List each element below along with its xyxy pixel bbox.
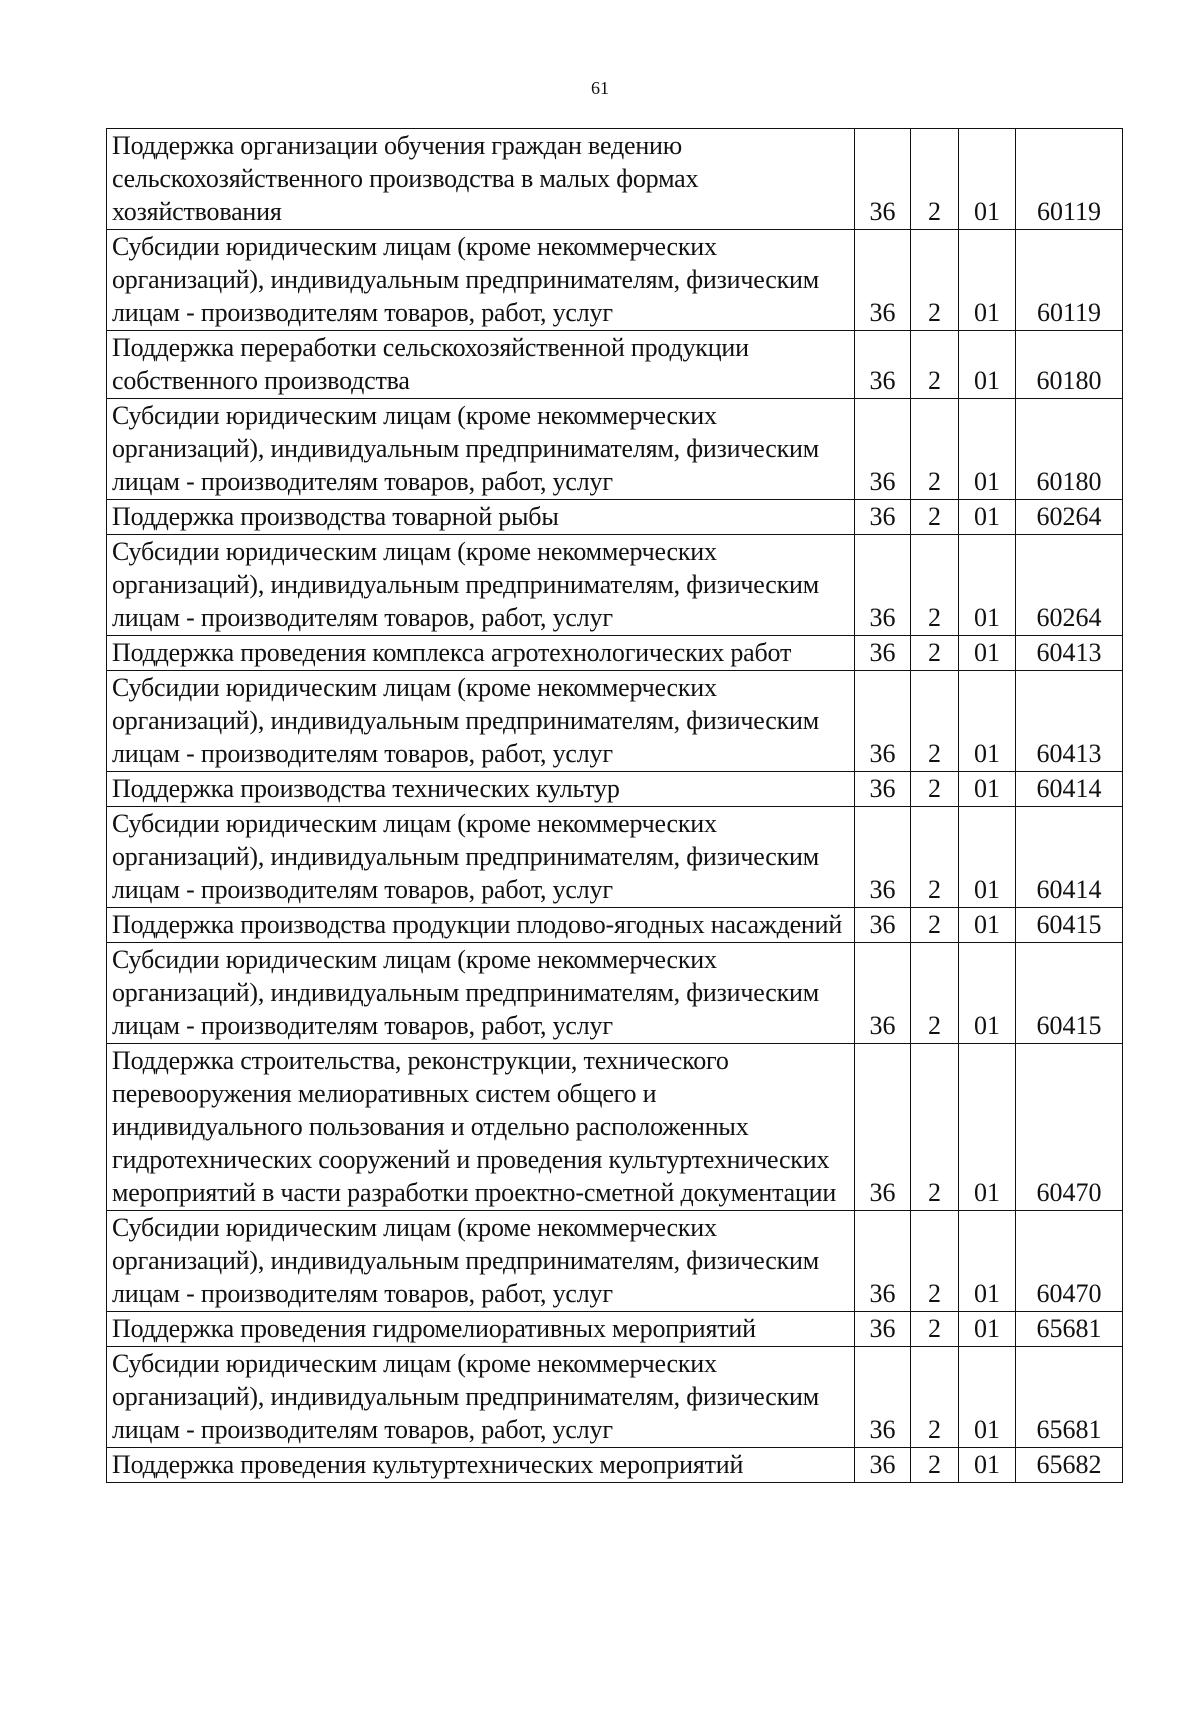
row-code-1: 36 xyxy=(855,908,911,943)
row-code-1: 36 xyxy=(855,636,911,671)
row-code-2: 2 xyxy=(911,129,959,230)
row-description: Поддержка производства товарной рыбы xyxy=(107,500,855,535)
row-code-3: 01 xyxy=(959,671,1016,772)
table-row xyxy=(107,1448,1123,1483)
table-row xyxy=(107,129,1123,230)
row-code-3: 01 xyxy=(959,772,1016,807)
table-row xyxy=(107,535,1123,636)
row-code-1: 36 xyxy=(855,331,911,399)
row-code-4: 65681 xyxy=(1016,1347,1123,1448)
row-description: Субсидии юридическим лицам (кроме некоммерческих организаций), индивидуальным предпринимателям, физическим лицам - производителям товаров, работ, услуг xyxy=(107,943,855,1044)
row-code-4: 60415 xyxy=(1016,943,1123,1044)
row-code-3: 01 xyxy=(959,807,1016,908)
row-code-2: 2 xyxy=(911,1347,959,1448)
row-code-1: 36 xyxy=(855,129,911,230)
page-number: 61 xyxy=(591,78,609,98)
row-code-1: 36 xyxy=(855,1044,911,1211)
row-description: Субсидии юридическим лицам (кроме некоммерческих организаций), индивидуальным предпринимателям, физическим лицам - производителям товаров, работ, услуг xyxy=(107,1211,855,1312)
row-code-2: 2 xyxy=(911,636,959,671)
row-code-4: 60119 xyxy=(1016,129,1123,230)
table-row xyxy=(107,908,1123,943)
row-code-4: 60180 xyxy=(1016,399,1123,500)
row-code-3: 01 xyxy=(959,500,1016,535)
row-code-4: 60470 xyxy=(1016,1211,1123,1312)
row-code-3: 01 xyxy=(959,636,1016,671)
table-row xyxy=(107,1347,1123,1448)
row-code-1: 36 xyxy=(855,671,911,772)
row-code-2: 2 xyxy=(911,807,959,908)
row-description: Субсидии юридическим лицам (кроме некоммерческих организаций), индивидуальным предпринимателям, физическим лицам - производителям товаров, работ, услуг xyxy=(107,230,855,331)
row-code-4: 65682 xyxy=(1016,1448,1123,1483)
row-description: Поддержка проведения комплекса агротехнологических работ xyxy=(107,636,855,671)
row-description: Поддержка проведения гидромелиоративных мероприятий xyxy=(107,1312,855,1347)
row-code-2: 2 xyxy=(911,331,959,399)
row-description: Поддержка производства продукции плодово-ягодных насаждений xyxy=(107,908,855,943)
row-code-4: 60415 xyxy=(1016,908,1123,943)
row-code-2: 2 xyxy=(911,1312,959,1347)
row-code-2: 2 xyxy=(911,943,959,1044)
table-row xyxy=(107,230,1123,331)
table-row xyxy=(107,500,1123,535)
row-code-4: 60413 xyxy=(1016,636,1123,671)
table-row xyxy=(107,399,1123,500)
row-code-2: 2 xyxy=(911,772,959,807)
row-code-1: 36 xyxy=(855,399,911,500)
row-code-4: 60264 xyxy=(1016,535,1123,636)
budget-table xyxy=(106,128,1123,1483)
row-code-3: 01 xyxy=(959,908,1016,943)
row-code-1: 36 xyxy=(855,230,911,331)
table-row xyxy=(107,331,1123,399)
row-description: Субсидии юридическим лицам (кроме некоммерческих организаций), индивидуальным предпринимателям, физическим лицам - производителям товаров, работ, услуг xyxy=(107,807,855,908)
row-code-3: 01 xyxy=(959,535,1016,636)
row-code-3: 01 xyxy=(959,230,1016,331)
row-code-2: 2 xyxy=(911,1211,959,1312)
row-description: Субсидии юридическим лицам (кроме некоммерческих организаций), индивидуальным предпринимателям, физическим лицам - производителям товаров, работ, услуг xyxy=(107,671,855,772)
table-row xyxy=(107,1211,1123,1312)
table-row xyxy=(107,1044,1123,1211)
row-code-4: 60414 xyxy=(1016,807,1123,908)
row-code-3: 01 xyxy=(959,1448,1016,1483)
row-code-4: 60414 xyxy=(1016,772,1123,807)
row-code-1: 36 xyxy=(855,1211,911,1312)
row-code-2: 2 xyxy=(911,1044,959,1211)
table-row xyxy=(107,636,1123,671)
row-description: Поддержка производства технических культур xyxy=(107,772,855,807)
table-row xyxy=(107,671,1123,772)
row-code-4: 60470 xyxy=(1016,1044,1123,1211)
row-description: Субсидии юридическим лицам (кроме некоммерческих организаций), индивидуальным предпринимателям, физическим лицам - производителям товаров, работ, услуг xyxy=(107,535,855,636)
row-code-1: 36 xyxy=(855,1312,911,1347)
row-code-4: 60119 xyxy=(1016,230,1123,331)
row-description: Поддержка строительства, реконструкции, технического перевооружения мелиоративных систем общего и индивидуального пользования и отдельно расположенных гидротехнических сооружений и проведения культуртехнических мероприятий в части разработки проектно-сметной документации xyxy=(107,1044,855,1211)
row-code-4: 60180 xyxy=(1016,331,1123,399)
row-code-1: 36 xyxy=(855,807,911,908)
row-code-2: 2 xyxy=(911,908,959,943)
row-code-2: 2 xyxy=(911,500,959,535)
row-description: Поддержка организации обучения граждан ведению сельскохозяйственного производства в малых формах хозяйствования xyxy=(107,129,855,230)
row-code-1: 36 xyxy=(855,535,911,636)
row-code-2: 2 xyxy=(911,1448,959,1483)
row-code-3: 01 xyxy=(959,331,1016,399)
row-description: Субсидии юридическим лицам (кроме некоммерческих организаций), индивидуальным предпринимателям, физическим лицам - производителям товаров, работ, услуг xyxy=(107,399,855,500)
row-code-1: 36 xyxy=(855,1448,911,1483)
table-row xyxy=(107,943,1123,1044)
row-code-1: 36 xyxy=(855,943,911,1044)
row-code-3: 01 xyxy=(959,943,1016,1044)
row-code-1: 36 xyxy=(855,1347,911,1448)
row-code-4: 65681 xyxy=(1016,1312,1123,1347)
row-code-2: 2 xyxy=(911,399,959,500)
row-code-2: 2 xyxy=(911,535,959,636)
row-code-2: 2 xyxy=(911,671,959,772)
row-code-4: 60264 xyxy=(1016,500,1123,535)
row-code-4: 60413 xyxy=(1016,671,1123,772)
row-code-3: 01 xyxy=(959,1347,1016,1448)
row-code-3: 01 xyxy=(959,399,1016,500)
row-description: Субсидии юридическим лицам (кроме некоммерческих организаций), индивидуальным предпринимателям, физическим лицам - производителям товаров, работ, услуг xyxy=(107,1347,855,1448)
table-row xyxy=(107,772,1123,807)
row-description: Поддержка переработки сельскохозяйственной продукции собственного производства xyxy=(107,331,855,399)
table-row xyxy=(107,1312,1123,1347)
row-code-1: 36 xyxy=(855,772,911,807)
row-code-3: 01 xyxy=(959,1312,1016,1347)
row-code-3: 01 xyxy=(959,1044,1016,1211)
row-code-3: 01 xyxy=(959,1211,1016,1312)
row-code-2: 2 xyxy=(911,230,959,331)
row-code-1: 36 xyxy=(855,500,911,535)
table-row xyxy=(107,807,1123,908)
row-code-3: 01 xyxy=(959,129,1016,230)
row-description: Поддержка проведения культуртехнических мероприятий xyxy=(107,1448,855,1483)
